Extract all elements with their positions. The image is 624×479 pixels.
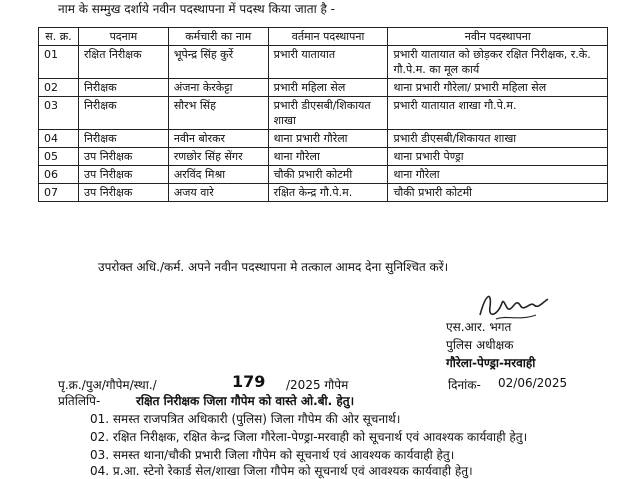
cell-serial: 05 [39, 148, 79, 166]
instruction-text: उपरोक्त अधि./कर्म. अपने नवीन पदस्थापना मे तत्काल आमद देना सुनिश्चित करें। [98, 260, 449, 274]
cell-employee-name: अजय वारे [168, 184, 268, 202]
cell-designation: निरीक्षक [78, 79, 168, 97]
signatory-designation: पुलिस अधीक्षक [446, 338, 514, 352]
header-current-posting: वर्तमान पदस्थापना [268, 28, 388, 46]
copy-item: 02. रक्षित निरीक्षक, रक्षित केन्द्र जिला गौरेला-पेण्ड्रा-मरवाही को सूचनार्थ एवं आवश्यक कार्यवाही हेतु। [90, 430, 528, 444]
cell-employee-name: सौरभ सिंह [168, 97, 268, 130]
copy-item: 03. समस्त थाना/चौकी प्रभारी जिला गौपेम को सूचनार्थ एवं आवश्यक कार्यवाही हेतु। [90, 448, 455, 462]
copy-recipient: रक्षित निरीक्षक जिला गौपेम को वास्ते ओ.बी. हेतु। [136, 394, 355, 408]
cell-designation: निरीक्षक [78, 130, 168, 148]
cell-current-posting: रक्षित केन्द्र गौ.पे.म. [268, 184, 388, 202]
table-header-row [39, 28, 608, 46]
cell-new-posting: प्रभारी यातायात शाखा गौ.पे.म. [388, 97, 608, 130]
reference-prefix: पृ.क्र./पुअ/गौपेम/स्था./ [58, 378, 157, 392]
postings-table [38, 27, 608, 202]
cell-employee-name: रणछोर सिंह सेंगर [168, 148, 268, 166]
cell-designation: निरीक्षक [78, 97, 168, 130]
copy-label: प्रतिलिपि- [58, 394, 101, 408]
cell-serial: 02 [39, 79, 79, 97]
reference-year: /2025 गौपेम [286, 378, 349, 392]
cell-designation: उप निरीक्षक [78, 148, 168, 166]
table-row [39, 46, 608, 79]
signatory-place: गौरेला-पेण्ड्रा-मरवाही [446, 356, 536, 370]
reference-date: 02/06/2025 [498, 376, 568, 390]
cell-current-posting: प्रभारी यातायात [268, 46, 388, 79]
header-new-posting: नवीन पदस्थापना [388, 28, 608, 46]
intro-text: नाम के सम्मुख दर्शाये नवीन पदस्थापना में पदस्थ किया जाता है - [58, 2, 336, 16]
cell-new-posting: प्रभारी डीएसबी/शिकायत शाखा [388, 130, 608, 148]
header-serial: स. क्र. [39, 28, 79, 46]
reference-date-label: दिनांक- [448, 378, 481, 392]
cell-new-posting: थाना प्रभारी पेण्ड्रा [388, 148, 608, 166]
copy-item: 04. प्र.आ. स्टेनो रेकार्ड सेल/शाखा जिला गौपेम को सूचनार्थ एवं आवश्यक कार्यवाही हेतु। [90, 464, 473, 478]
cell-employee-name: अरविंद मिश्रा [168, 166, 268, 184]
cell-designation: रक्षित निरीक्षक [78, 46, 168, 79]
cell-new-posting: थाना गौरेला [388, 166, 608, 184]
cell-new-posting: थाना प्रभारी गौरेला/ प्रभारी महिला सेल [388, 79, 608, 97]
cell-serial: 03 [39, 97, 79, 130]
cell-serial: 07 [39, 184, 79, 202]
cell-employee-name: नवीन बोरकर [168, 130, 268, 148]
table-row [39, 166, 608, 184]
cell-current-posting: प्रभारी महिला सेल [268, 79, 388, 97]
table-row [39, 148, 608, 166]
header-employee-name: कर्मचारी का नाम [168, 28, 268, 46]
table-row [39, 130, 608, 148]
cell-new-posting: प्रभारी यातायात को छोड़कर रक्षित निरीक्षक, र.के. गौ.पे.म. का मूल कार्य [388, 46, 608, 79]
reference-number: 179 [232, 372, 266, 391]
table-row [39, 97, 608, 130]
cell-current-posting: थाना प्रभारी गौरेला [268, 130, 388, 148]
cell-current-posting: चौकी प्रभारी कोटमी [268, 166, 388, 184]
cell-new-posting: चौकी प्रभारी कोटमी [388, 184, 608, 202]
cell-serial: 06 [39, 166, 79, 184]
cell-designation: उप निरीक्षक [78, 166, 168, 184]
cell-employee-name: भूपेन्द्र सिंह कुर्रे [168, 46, 268, 79]
signatory-name: एस.आर. भगत [446, 320, 512, 334]
cell-serial: 04 [39, 130, 79, 148]
cell-employee-name: अंजना केरकेट्टा [168, 79, 268, 97]
cell-serial: 01 [39, 46, 79, 79]
cell-designation: उप निरीक्षक [78, 184, 168, 202]
cell-current-posting: प्रभारी डीएसबी/शिकायत शाखा [268, 97, 388, 130]
cell-current-posting: थाना गौरेला [268, 148, 388, 166]
header-designation: पदनाम [78, 28, 168, 46]
table-row [39, 184, 608, 202]
copy-item: 01. समस्त राजपत्रित अधिकारी (पुलिस) जिला गौपेम की ओर सूचनार्थ। [90, 412, 401, 426]
table-row [39, 79, 608, 97]
